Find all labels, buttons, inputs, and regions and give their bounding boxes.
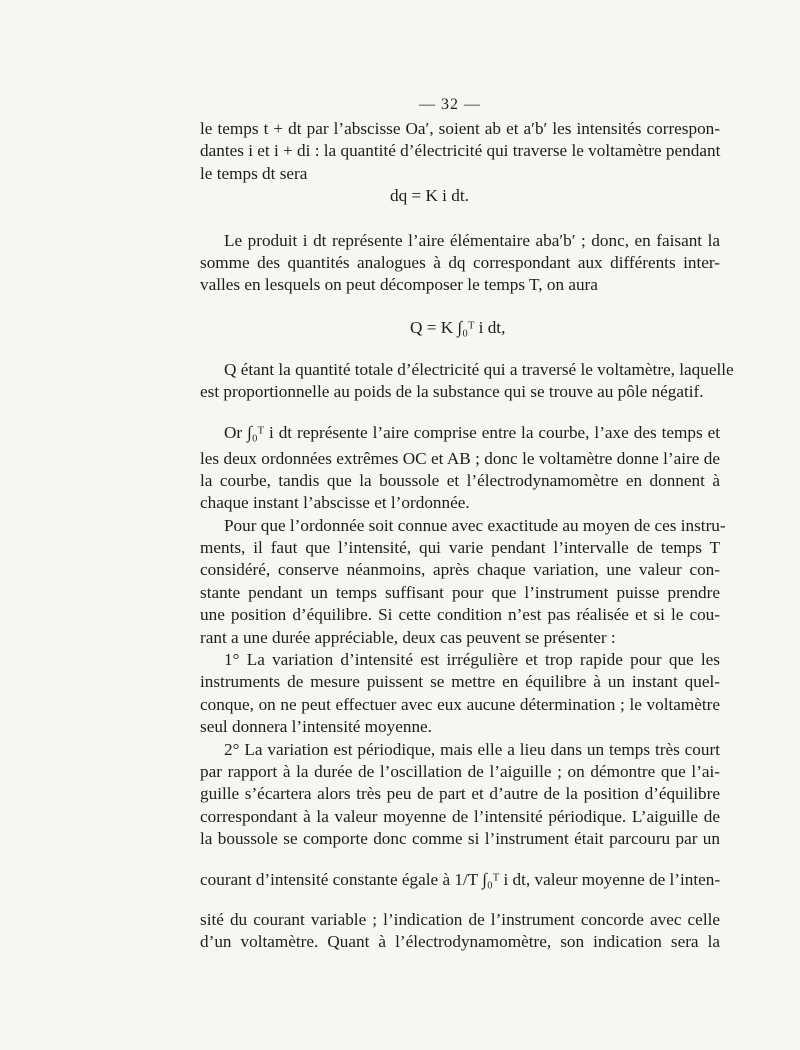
text-line: chaque instant l’abscisse et l’ordonnée. [200,493,470,513]
text-line: par rapport à la durée de l’oscillation de l’aiguille ; on démontre que l’ai- [200,762,720,781]
text-line: conque, on ne peut effectuer avec eux aucune détermination ; le voltamètre [200,694,720,714]
text-line: le temps t + dt par l’abscisse Oa′, soient ab et a′b′ les intensités correspon- [200,119,720,138]
text-line: guille s’écartera alors très peu de part et d’autre de la position d’équilibre [200,784,720,804]
equation-dq: dq = K i dt. [390,186,469,206]
text-line: sité du courant variable ; l’indication de l’instrument concorde avec celle [200,909,720,929]
text-line: considéré, conserve néanmoins, après chaque variation, une valeur con- [200,560,720,580]
text-line: rant a une durée appréciable, deux cas peuvent se présenter : [200,627,616,647]
text-line: Q étant la quantité totale d’électricité qui a traversé le voltamètre, laquelle [224,359,734,379]
text-line: Le produit i dt représente l’aire élémentaire aba′b′ ; donc, en faisant la [224,230,720,250]
text-line: dantes i et i + di : la quantité d’électricité qui traverse le voltamètre pendant [200,141,721,161]
text-line-integral: Or ∫₀ᵀ i dt représente l’aire comprise entre la courbe, l’axe des temps et [224,422,720,442]
text-line-mean: courant d’intensité constante égale à 1/T ∫₀ᵀ i dt, valeur moyenne de l’inten- [200,869,721,889]
text-line: instruments de mesure puissent se mettre en équilibre à un instant quel- [200,672,720,692]
text-line: stante pendant un temps suffisant pour que l’instrument puisse prendre [200,582,720,602]
page-number: — 32 — [419,96,481,113]
body-text [200,118,734,953]
text-line: la boussole se comporte donc comme si l’instrument était parcouru par un [200,829,720,849]
text-line: d’un voltamètre. Quant à l’électrodynamomètre, son indication sera la [200,931,720,951]
text-line: la courbe, tandis que la boussole et l’électrodynamomètre en donnent à [200,470,720,490]
text-line: correspondant à la valeur moyenne de l’intensité périodique. L’aiguille de [200,806,720,826]
text-line: est proportionnelle au poids de la substance qui se trouve au pôle négatif. [200,382,704,402]
equation-Q: Q = K ∫₀ᵀ i dt, [410,317,506,337]
text-line: une position d’équilibre. Si cette condition n’est pas réalisée et si le cou- [200,605,720,625]
text-line: Pour que l’ordonnée soit connue avec exactitude au moyen de ces instru- [224,515,726,535]
text-line: les deux ordonnées extrêmes OC et AB ; donc le voltamètre donne l’aire de [200,448,720,468]
text-line: seul donnera l’intensité moyenne. [200,717,432,737]
text-line: somme des quantités analogues à dq correspondant aux différents inter- [200,252,720,272]
text-line: ments, il faut que l’intensité, qui varie pendant l’intervalle de temps T [200,538,720,558]
text-line: 2° La variation est périodique, mais elle a lieu dans un temps très court [224,739,720,759]
text-line: valles en lesquels on peut décomposer le temps T, on aura [200,275,598,295]
text-line: 1° La variation d’intensité est irrégulière et trop rapide pour que les [224,650,720,670]
text-line: le temps dt sera [200,163,308,183]
